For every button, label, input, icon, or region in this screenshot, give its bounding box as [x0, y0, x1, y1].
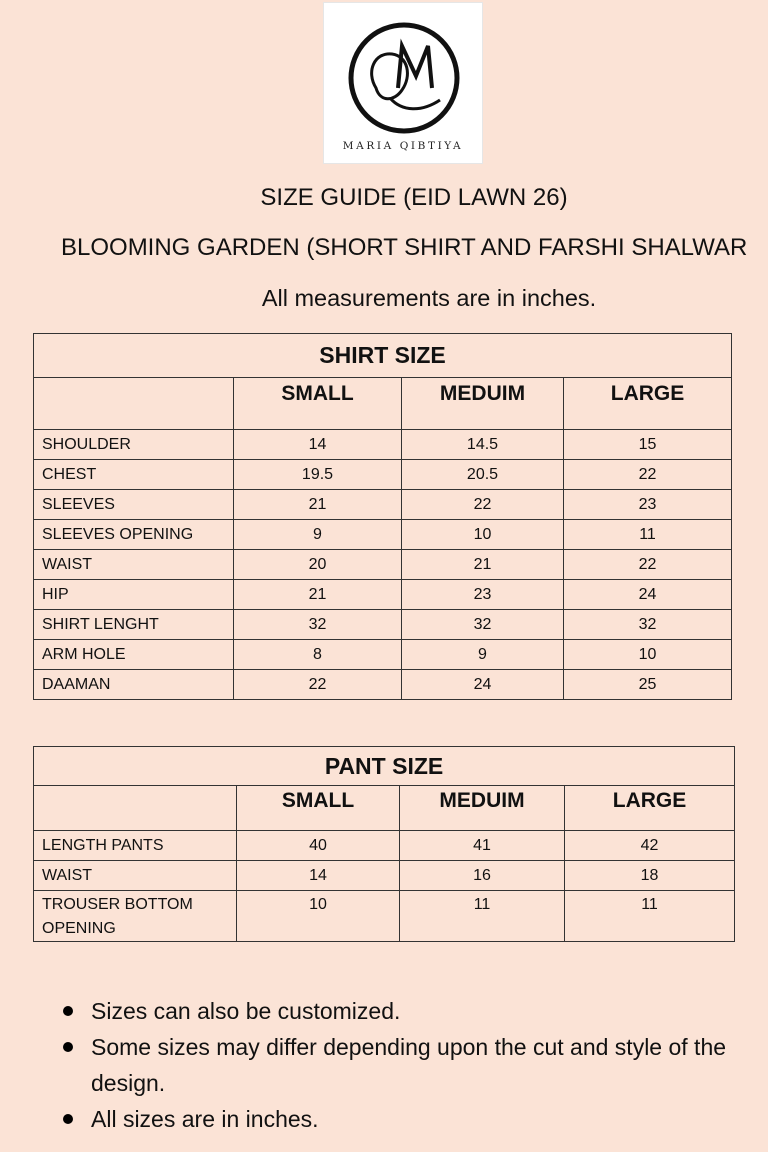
table-cell: 14 — [234, 430, 402, 460]
table-cell: 9 — [234, 520, 402, 550]
table-cell: 41 — [400, 831, 565, 861]
table-cell: 14 — [237, 861, 400, 891]
column-header: MEDUIM — [402, 378, 564, 430]
notes-list — [60, 993, 760, 1137]
table-cell: 24 — [564, 580, 732, 610]
row-label: WAIST — [34, 550, 234, 580]
list-item: Some sizes may differ depending upon the cut and style of the design. — [60, 1029, 760, 1101]
row-label: SHOULDER — [34, 430, 234, 460]
table-cell: 14.5 — [402, 430, 564, 460]
column-header — [34, 786, 237, 831]
table-cell: 22 — [564, 460, 732, 490]
table-cell: 10 — [237, 891, 400, 942]
table-cell: 24 — [402, 670, 564, 700]
table-cell: 16 — [400, 861, 565, 891]
table-row — [34, 430, 732, 460]
table-row — [34, 891, 735, 942]
monogram-icon — [346, 20, 462, 136]
table-cell: 11 — [400, 891, 565, 942]
size-guide-title: SIZE GUIDE (EID LAWN 26) — [260, 184, 568, 211]
table-cell: 10 — [564, 640, 732, 670]
table-cell: 11 — [565, 891, 735, 942]
column-header: LARGE — [565, 786, 735, 831]
table-cell: 10 — [402, 520, 564, 550]
table-cell: 32 — [564, 610, 732, 640]
table-cell: 21 — [402, 550, 564, 580]
table-cell: 20.5 — [402, 460, 564, 490]
units-note: All measurements are in inches. — [261, 285, 597, 311]
table-cell: 40 — [237, 831, 400, 861]
table-cell: 32 — [234, 610, 402, 640]
column-header: MEDUIM — [400, 786, 565, 831]
list-item: Sizes can also be customized. — [60, 993, 760, 1029]
row-label: TROUSER BOTTOM OPENING — [34, 891, 237, 942]
table-row — [34, 490, 732, 520]
table-row — [34, 580, 732, 610]
collection-title: BLOOMING GARDEN (SHORT SHIRT AND FARSHI SHALWAR — [61, 234, 748, 261]
table-cell: 21 — [234, 580, 402, 610]
table-cell: 23 — [564, 490, 732, 520]
table-cell: 8 — [234, 640, 402, 670]
table-cell: 19.5 — [234, 460, 402, 490]
pant-size-table — [33, 746, 735, 942]
table-row — [34, 670, 732, 700]
column-header — [34, 378, 234, 430]
table-cell: 22 — [234, 670, 402, 700]
table-row — [34, 831, 735, 861]
table-cell: 18 — [565, 861, 735, 891]
table-cell: 42 — [565, 831, 735, 861]
row-label: SLEEVES — [34, 490, 234, 520]
row-label: LENGTH PANTS — [34, 831, 237, 861]
row-label: SLEEVES OPENING — [34, 520, 234, 550]
list-item: All sizes are in inches. — [60, 1101, 760, 1137]
table-cell: 9 — [402, 640, 564, 670]
row-label: ARM HOLE — [34, 640, 234, 670]
column-header: SMALL — [237, 786, 400, 831]
table-caption: PANT SIZE — [34, 747, 735, 786]
table-caption: SHIRT SIZE — [34, 334, 732, 378]
table-cell: 22 — [564, 550, 732, 580]
table-cell: 11 — [564, 520, 732, 550]
table-cell: 25 — [564, 670, 732, 700]
table-cell: 32 — [402, 610, 564, 640]
table-row — [34, 460, 732, 490]
column-header: SMALL — [234, 378, 402, 430]
column-header: LARGE — [564, 378, 732, 430]
table-cell: 20 — [234, 550, 402, 580]
brand-name: MARIA QIBTIYA — [342, 140, 464, 152]
table-cell: 23 — [402, 580, 564, 610]
row-label: WAIST — [34, 861, 237, 891]
table-row — [34, 610, 732, 640]
row-label: HIP — [34, 580, 234, 610]
row-label: SHIRT LENGHT — [34, 610, 234, 640]
brand-logo — [323, 2, 483, 164]
table-cell: 15 — [564, 430, 732, 460]
row-label: CHEST — [34, 460, 234, 490]
table-row — [34, 640, 732, 670]
table-cell: 21 — [234, 490, 402, 520]
table-row — [34, 520, 732, 550]
table-row — [34, 861, 735, 891]
row-label: DAAMAN — [34, 670, 234, 700]
table-cell: 22 — [402, 490, 564, 520]
table-row — [34, 550, 732, 580]
shirt-size-table — [33, 333, 732, 700]
